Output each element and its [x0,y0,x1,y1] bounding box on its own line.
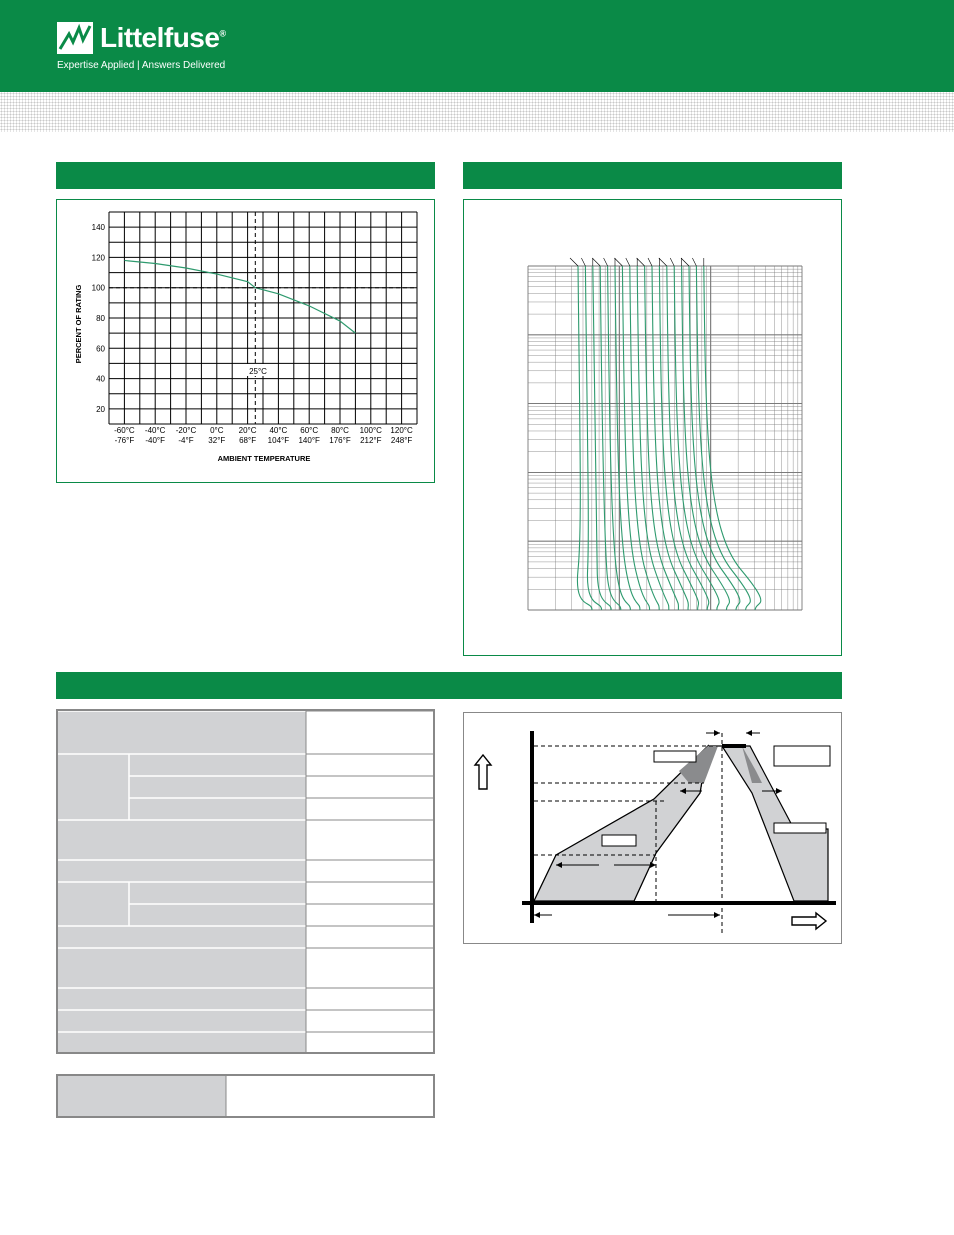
curve-leader [614,258,622,266]
y-tick-labels [92,223,106,414]
y-tick-label: 120 [91,253,105,263]
x-tick-label-celsius: 100°C [359,426,382,435]
x-tick-label-fahrenheit: -4°F [178,436,194,445]
x-tick-label-celsius: 60°C [300,426,319,435]
x-tick-label-celsius: 40°C [269,426,288,435]
curve-leader [637,258,645,266]
table-label-cell [58,711,306,754]
curve-leader [592,258,600,266]
curve-leader [659,258,667,266]
derating-grid [109,212,417,424]
x-tick-label-celsius: -60°C [114,426,135,435]
marker-label: 25°C [249,367,267,376]
y-axis-label: PERCENT OF RATING [74,284,83,364]
brand-name: Littelfuse® [100,22,226,53]
x-tick-label-celsius: 20°C [238,426,257,435]
y-tick-label: 40 [96,374,105,384]
derating-chart [57,200,434,482]
time-current-curve [630,266,659,610]
x-tick-label-celsius: -20°C [175,426,197,435]
x-tick-label-fahrenheit: 32°F [208,436,226,445]
page-header [0,0,954,92]
curve-leader [581,258,585,266]
time-current-curve [682,266,730,610]
label-box-critical-zone [774,746,830,766]
time-current-chart [464,200,841,655]
reflow-profile-svg [464,713,841,943]
x-tick-label-fahrenheit: 104°F [267,436,290,445]
time-current-curve [645,266,679,610]
table-label-cell [58,1032,306,1052]
curve-leader [626,258,630,266]
table-label-cell [58,926,306,948]
label-box-preheat [602,835,636,846]
derating-chart-panel [56,199,435,483]
x-tick-label-fahrenheit: -40°F [145,436,166,445]
time-current-curve [704,266,761,610]
curve-leader-lines [570,258,704,266]
x-axis-label: AMBIENT TEMPERATURE [217,454,311,463]
time-current-panel [463,199,842,656]
y-tick-label: 60 [96,344,105,354]
x-tick-label-celsius: 120°C [390,426,413,435]
curve-leader [670,258,674,266]
section-bar-derating [56,162,435,189]
table-grid [58,711,433,1052]
x-tick-label-fahrenheit: 140°F [298,436,320,445]
curve-leader [692,258,696,266]
small-table-grid [58,1076,433,1116]
table-label-cell [58,860,306,882]
y-tick-label: 20 [96,404,105,414]
table-label-cell [58,988,306,1010]
table-label-cell [58,798,306,820]
time-current-grid [528,266,802,610]
table-label-cell [58,754,306,776]
table-label-cell [58,820,306,860]
table-label-cell [58,904,306,926]
littelfuse-logo-icon [57,22,93,54]
label-box-rampdown [774,823,826,833]
table-label-cell [58,882,306,904]
x-tick-label-fahrenheit: 176°F [329,436,351,445]
label-box-rampup [654,751,696,762]
time-current-curve [615,266,640,610]
time-current-curve [667,266,709,610]
time-current-curves [577,266,760,610]
x-tick-label-celsius: 80°C [331,426,349,435]
y-tick-label: 140 [91,223,105,233]
x-tick-label-fahrenheit: 248°F [390,436,413,445]
brand-tagline: Expertise Applied | Answers Delivered [57,60,226,71]
pb-free-table [56,1074,435,1118]
x-tick-label-fahrenheit: 68°F [239,436,257,445]
table-label-cell [58,1010,306,1032]
x-tick-label-fahrenheit: -76°F [114,436,135,445]
table-label-cell [58,776,306,798]
x-tick-labels [114,426,413,445]
y-tick-label: 80 [96,314,105,323]
x-tick-label-celsius: 0°C [210,426,224,435]
y-tick-label: 100 [91,283,105,293]
curve-leader [604,258,608,266]
section-bar-soldering [56,672,842,699]
derating-curve [124,260,355,333]
curve-leader [648,258,652,266]
table-label-cell [58,948,306,988]
time-axis-arrow-icon [792,913,826,929]
x-tick-label-fahrenheit: 212°F [360,436,382,445]
curve-leader [570,258,578,266]
dot-pattern-band [0,92,954,132]
soldering-parameters-table [56,709,435,1054]
reflow-profile-diagram [463,712,842,944]
time-current-curve [577,266,592,610]
temperature-axis-arrow-icon [475,755,491,789]
x-tick-label-celsius: -40°C [144,426,166,435]
curve-leader [681,258,689,266]
section-bar-time-current [463,162,842,189]
